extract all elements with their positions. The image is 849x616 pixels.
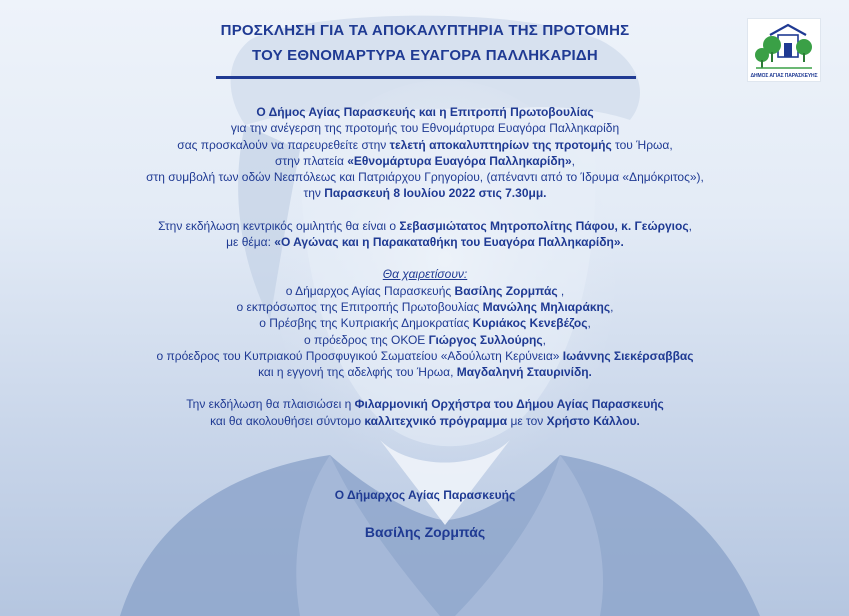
hosts-line — [40, 104, 810, 120]
speaker-name: Σεβασμιώτατος Μητροπολίτης Πάφου, κ. Γεώργιος — [399, 218, 689, 233]
speaker-line: Στην εκδήλωση κεντρικός ομιλητής θα είναι ο Σεβασμιώτατος Μητροπολίτης Πάφου, κ. Γεώργιος, — [158, 218, 692, 233]
greeter-name: Κυριάκος Κενεβέζος — [472, 316, 588, 331]
orchestra-line: Την εκδήλωση θα πλαισιώσει η Φιλαρμονική Ορχήστρα του Δήμου Αγίας Παρασκευής — [186, 397, 664, 412]
signature-name: Βασίλης Ζορμπάς — [364, 524, 486, 540]
speech-topic: «Ο Αγώνας και η Παρακαταθήκη του Ευαγόρα Παλληκαρίδη». — [274, 235, 624, 250]
artist-name: Χρήστο Κάλλου. — [546, 413, 640, 428]
orchestra-name: Φιλαρμονική Ορχήστρα του Δήμου Αγίας Παρασκευής — [354, 397, 664, 412]
page-title-line-1: ΠΡΟΣΚΛΗΣΗ ΓΙΑ ΤΑ ΑΠΟΚΑΛΥΠΤΗΡΙΑ ΤΗΣ ΠΡΟΤΟΜΗΣ — [220, 22, 630, 39]
event-date: Παρασκευή 8 Ιουλίου 2022 στις 7.30μμ. — [324, 186, 547, 201]
signature-role: Ο Δήμαρχος Αγίας Παρασκευής — [334, 488, 516, 502]
greeting-item: και η εγγονή της αδελφής του Ήρωα, Μαγδαληνή Σταυρινίδη. — [258, 365, 592, 380]
trees-logo-icon — [748, 19, 820, 81]
greetings-heading: Θα χαιρετίσουν: — [382, 267, 468, 282]
date-line: την Παρασκευή 8 Ιουλίου 2022 στις 7.30μμ. — [303, 186, 547, 201]
purpose-line: για την ανέγερση της προτομής του Εθνομάρτυρα Ευαγόρα Παλληκαρίδη — [230, 121, 620, 136]
invitation-body — [40, 104, 810, 429]
spacer — [40, 380, 810, 396]
greeter-name: Γιώργος Συλλούρης — [428, 332, 543, 347]
greeter-name: Μαγδαληνή Σταυρινίδη. — [456, 365, 592, 380]
logo-caption: ΔΗΜΟΣ ΑΓΙΑΣ ΠΑΡΑΣΚΕΥΗΣ — [750, 73, 818, 79]
municipality-logo — [747, 18, 821, 82]
topic-line: με θέμα: «Ο Αγώνας και η Παρακαταθήκη του Ευαγόρα Παλληκαρίδη». — [226, 235, 624, 250]
greeting-item: ο πρόεδρος της ΟΚΟΕ Γιώργος Συλλούρης, — [304, 332, 546, 347]
program-text: καλλιτεχνικό πρόγραμμα — [364, 413, 508, 428]
greeter-name: Μανώλης Μηλιαράκης — [482, 299, 611, 314]
hosts-text: Ο Δήμος Αγίας Παρασκευής και η Επιτροπή Πρωτοβουλίας — [256, 105, 594, 119]
spacer — [40, 250, 810, 266]
greeting-item: ο Δήμαρχος Αγίας Παρασκευής Βασίλης Ζορμπάς , — [285, 283, 565, 298]
title-divider — [216, 76, 636, 79]
greeting-item: ο εκπρόσωπος της Επιτροπής Πρωτοβουλίας Μανώλης Μηλιαράκης, — [236, 299, 614, 314]
greeter-name: Βασίλης Ζορμπάς — [454, 283, 558, 298]
greeting-item: ο Πρέσβης της Κυπριακής Δημοκρατίας Κυριάκος Κενεβέζος, — [259, 316, 591, 331]
greeting-item: ο πρόεδρος του Κυπριακού Προσφυγικού Σωματείου «Αδούλωτη Κερύνεια» Ιωάννης Σιεκέρσαββας — [156, 348, 694, 363]
square-name: «Εθνομάρτυρα Ευαγόρα Παλληκαρίδη» — [347, 153, 572, 168]
square-line: στην πλατεία «Εθνομάρτυρα Ευαγόρα Παλληκαρίδη», — [275, 153, 575, 168]
page-title-line-2: ΤΟΥ ΕΘΝΟΜΑΡΤΥΡΑ ΕΥΑΓΟΡΑ ΠΑΛΛΗΚΑΡΙΔΗ — [252, 47, 598, 64]
location-line: στη συμβολή των οδών Νεαπόλεως και Πατριάρχου Γρηγορίου, (απέναντι από το Ίδρυμα «Δημόκριτος»), — [146, 170, 704, 185]
ceremony-text: τελετή αποκαλυπτηρίων της προτομής — [389, 137, 612, 152]
spacer — [40, 202, 810, 218]
program-line: και θα ακολουθήσει σύντομο καλλιτεχνικό πρόγραμμα με τον Χρήστο Κάλλου. — [210, 413, 640, 428]
greeter-name: Ιωάννης Σιεκέρσαββας — [562, 348, 694, 363]
ceremony-line: σας προσκαλούν να παρευρεθείτε στην τελετή αποκαλυπτηρίων της προτομής του Ήρωα, — [177, 137, 673, 152]
